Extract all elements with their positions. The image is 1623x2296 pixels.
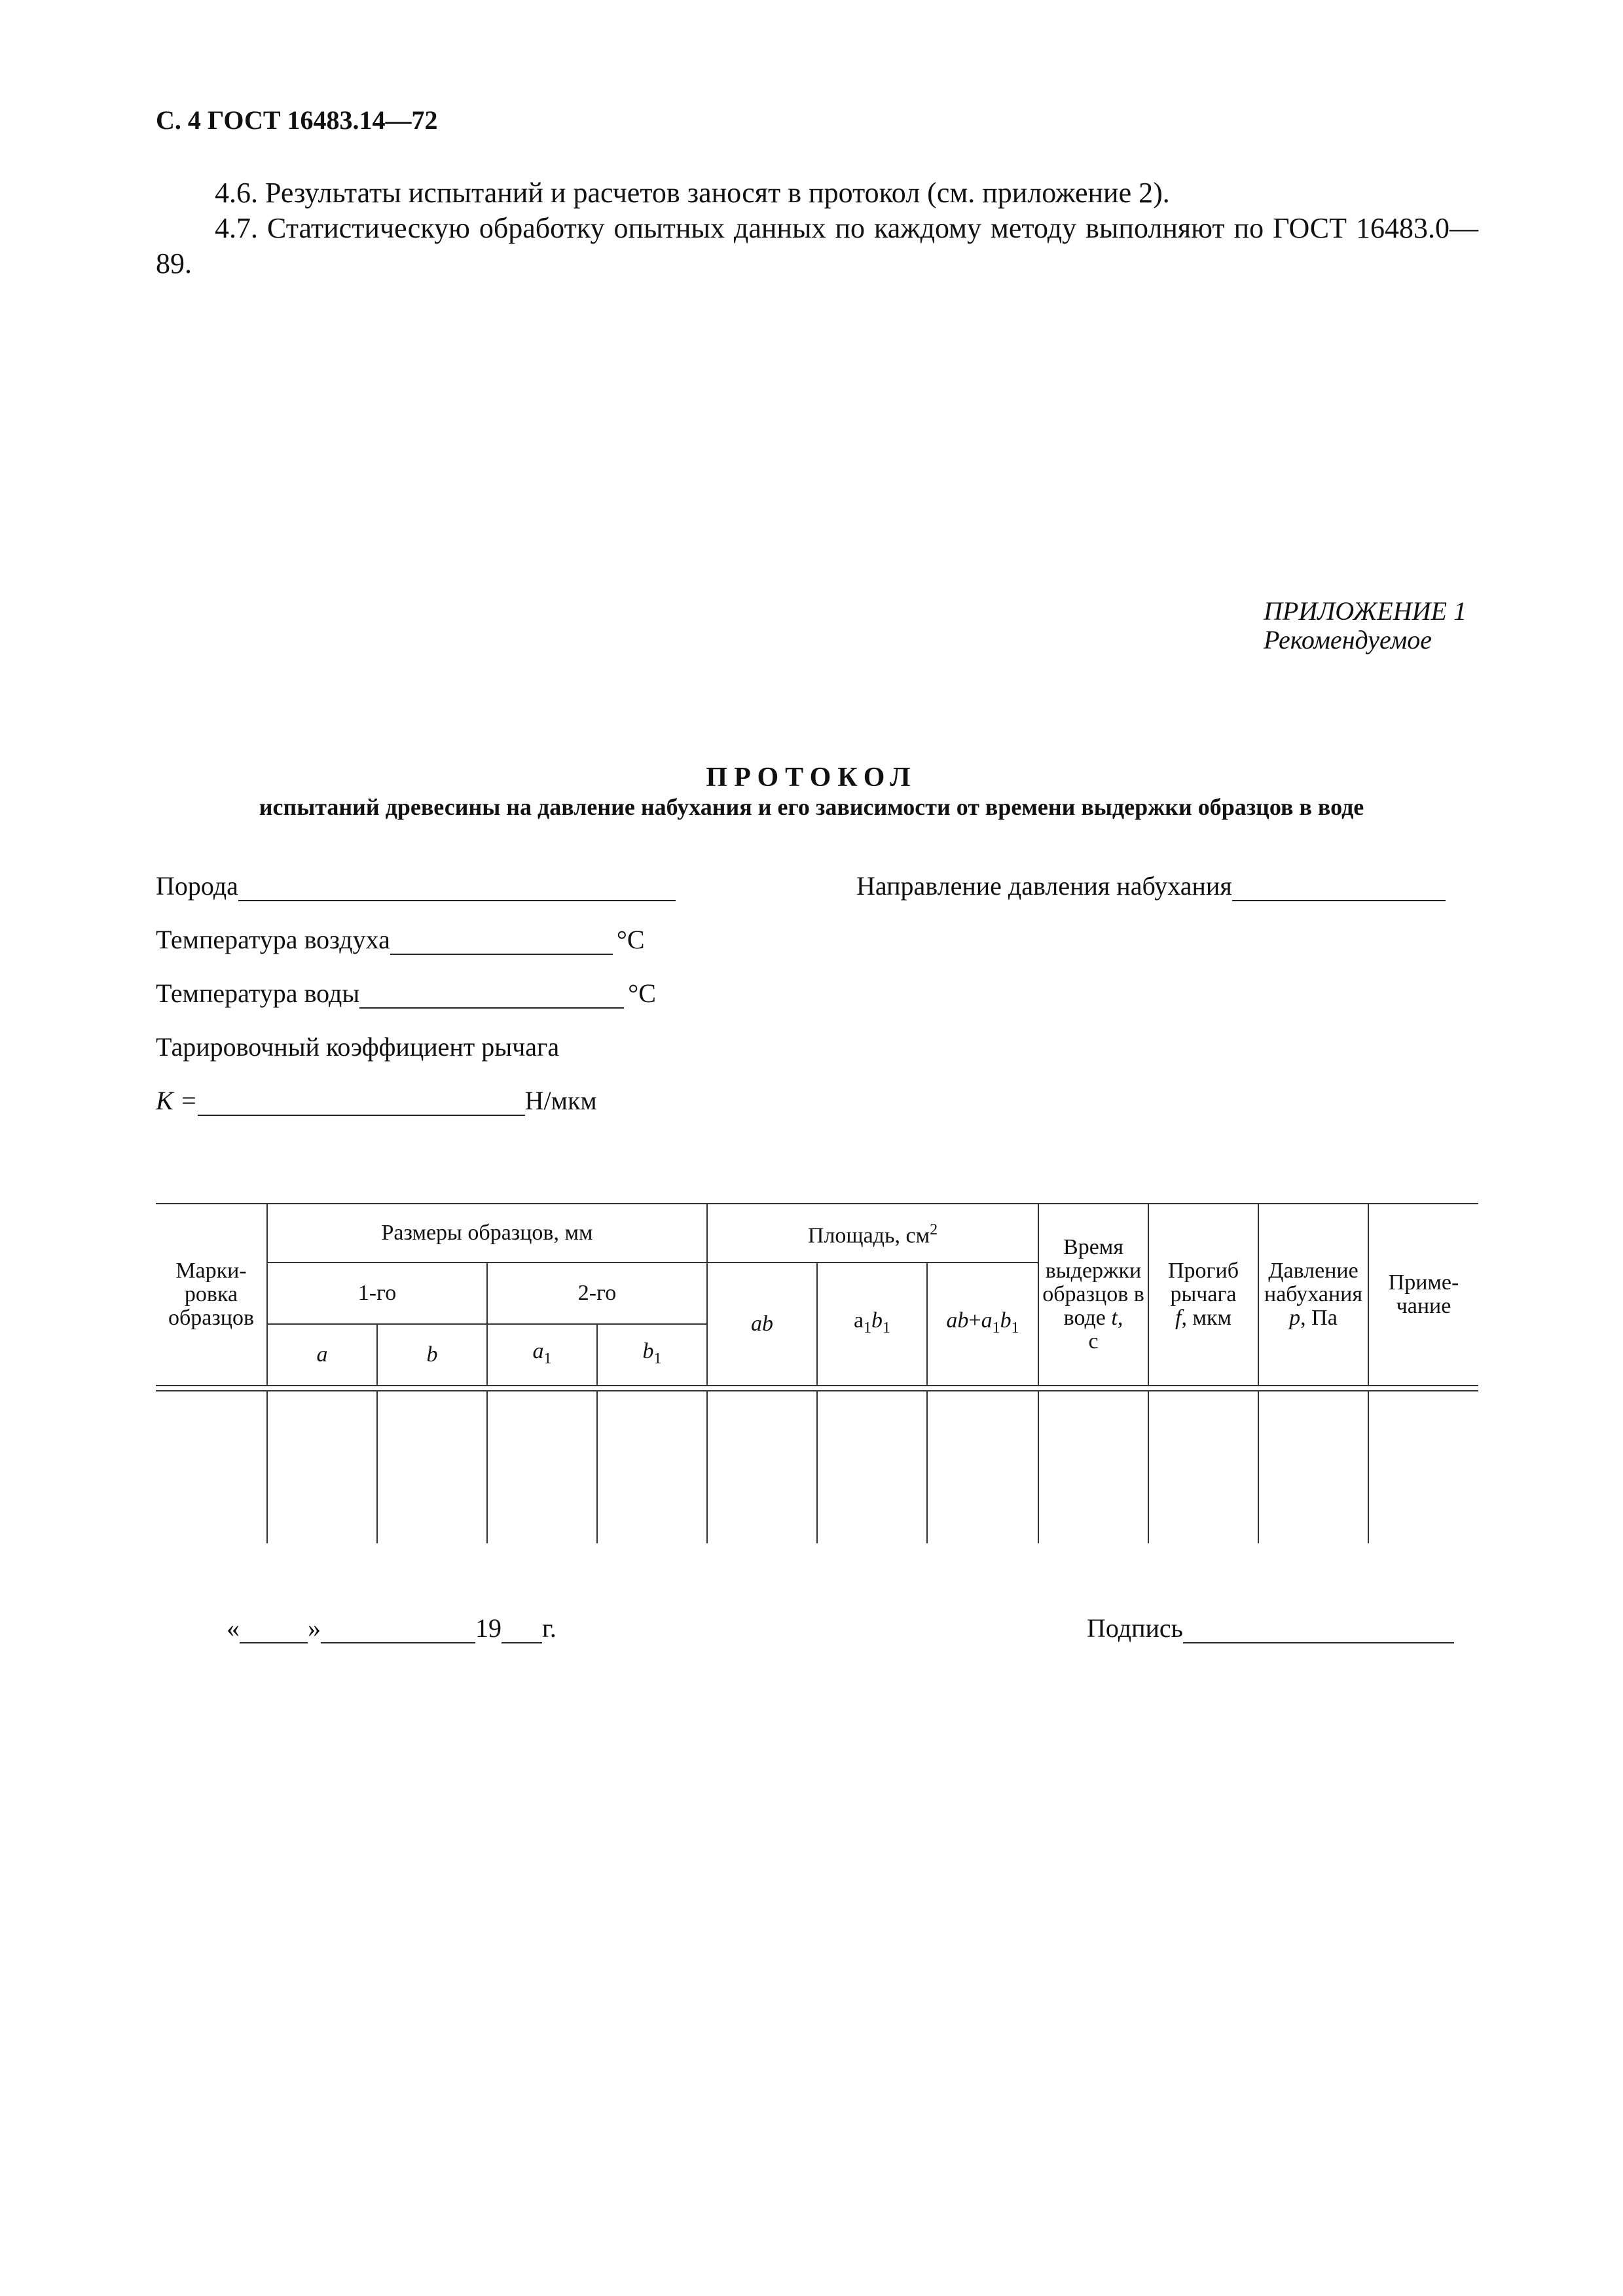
col-first-sample: 1-го bbox=[267, 1263, 487, 1324]
col-second-sample: 2-го bbox=[487, 1263, 707, 1324]
day-blank[interactable] bbox=[240, 1617, 308, 1643]
lever-coef-label: Тарировочный коэффициент рычага bbox=[156, 1032, 560, 1062]
appendix-title: ПРИЛОЖЕНИЕ 1 bbox=[1264, 596, 1467, 626]
col-ab-sum: $ab+a_1b_1$ bbox=[927, 1263, 1038, 1386]
page-header: С. 4 ГОСТ 16483.14—72 bbox=[156, 105, 438, 135]
cell-ab[interactable] bbox=[707, 1391, 817, 1543]
cell-note[interactable] bbox=[1368, 1391, 1478, 1543]
breed-label: Порода bbox=[156, 871, 238, 901]
col-b: b bbox=[377, 1324, 487, 1386]
k-field bbox=[156, 1085, 597, 1116]
cell-ab-sum[interactable] bbox=[927, 1391, 1038, 1543]
protocol-table bbox=[156, 1203, 1478, 1543]
col-a: a bbox=[267, 1324, 377, 1386]
direction-blank[interactable] bbox=[1232, 875, 1446, 901]
k-unit: Н/мкм bbox=[524, 1086, 597, 1115]
cell-pressure[interactable] bbox=[1258, 1391, 1368, 1543]
protocol-title: ПРОТОКОЛ bbox=[706, 762, 917, 793]
col-b1: $b_1$ bbox=[597, 1324, 707, 1386]
cell-b[interactable] bbox=[377, 1391, 487, 1543]
air-temp-label: Температура воздуха bbox=[156, 925, 390, 954]
cell-b1[interactable] bbox=[597, 1391, 707, 1543]
month-blank[interactable] bbox=[321, 1617, 475, 1643]
col-area: Площадь, $см^2$ bbox=[707, 1204, 1038, 1263]
water-temp-unit: °C bbox=[628, 978, 656, 1008]
cell-a[interactable] bbox=[267, 1391, 377, 1543]
water-temp-field bbox=[156, 978, 656, 1009]
col-sizes: Размеры образцов, мм bbox=[267, 1204, 707, 1263]
k-blank[interactable] bbox=[198, 1090, 525, 1116]
direction-label: Направление давления набухания bbox=[856, 871, 1232, 901]
direction-field bbox=[856, 870, 1446, 901]
cell-a1[interactable] bbox=[487, 1391, 597, 1543]
air-temp-field bbox=[156, 924, 645, 955]
year-prefix: 19 bbox=[475, 1613, 501, 1643]
water-temp-label: Температура воды bbox=[156, 978, 360, 1008]
air-temp-blank[interactable] bbox=[390, 929, 613, 955]
cell-a1b1[interactable] bbox=[817, 1391, 927, 1543]
year-suffix: г. bbox=[542, 1613, 556, 1643]
year-blank[interactable] bbox=[501, 1617, 542, 1643]
appendix-note: Рекомендуемое bbox=[1264, 625, 1432, 655]
col-ab: ab bbox=[707, 1263, 817, 1386]
paragraph-4-6: 4.6. Результаты испытаний и расчетов заносят в протокол (см. приложение 2). bbox=[215, 177, 1170, 209]
breed-field bbox=[156, 870, 676, 901]
col-note: Приме-чание bbox=[1368, 1204, 1478, 1386]
col-deflection: Прогиб рычага f, мкм bbox=[1148, 1204, 1258, 1386]
table-row bbox=[156, 1391, 1478, 1543]
col-time: Время выдержки образцов в воде t, с bbox=[1038, 1204, 1148, 1386]
breed-blank[interactable] bbox=[238, 875, 676, 901]
air-temp-unit: °C bbox=[616, 925, 645, 954]
cell-deflection[interactable] bbox=[1148, 1391, 1258, 1543]
signature-blank[interactable] bbox=[1183, 1617, 1454, 1643]
col-marking: Марки-ровка образцов bbox=[156, 1204, 267, 1386]
cell-marking[interactable] bbox=[156, 1391, 267, 1543]
cell-time[interactable] bbox=[1038, 1391, 1148, 1543]
k-label: K = bbox=[156, 1086, 198, 1115]
date-field: « » 19 г. bbox=[227, 1613, 556, 1643]
signature-label: Подпись bbox=[1087, 1613, 1183, 1643]
col-pressure: Давление набухания p, Па bbox=[1258, 1204, 1368, 1386]
water-temp-blank[interactable] bbox=[359, 982, 624, 1009]
col-a1: $a_1$ bbox=[487, 1324, 597, 1386]
protocol-subtitle: испытаний древесины на давление набухания и его зависимости от времени выдержки образцов в воде bbox=[259, 794, 1364, 820]
col-a1b1: $a_1b_1$ bbox=[817, 1263, 927, 1386]
signature-field bbox=[1087, 1613, 1454, 1643]
paragraph-4-7: 4.7. Статистическую обработку опытных данных по каждому методу выполняют по ГОСТ 16483.0—89. bbox=[156, 212, 1478, 279]
appendix-label bbox=[1264, 597, 1467, 655]
